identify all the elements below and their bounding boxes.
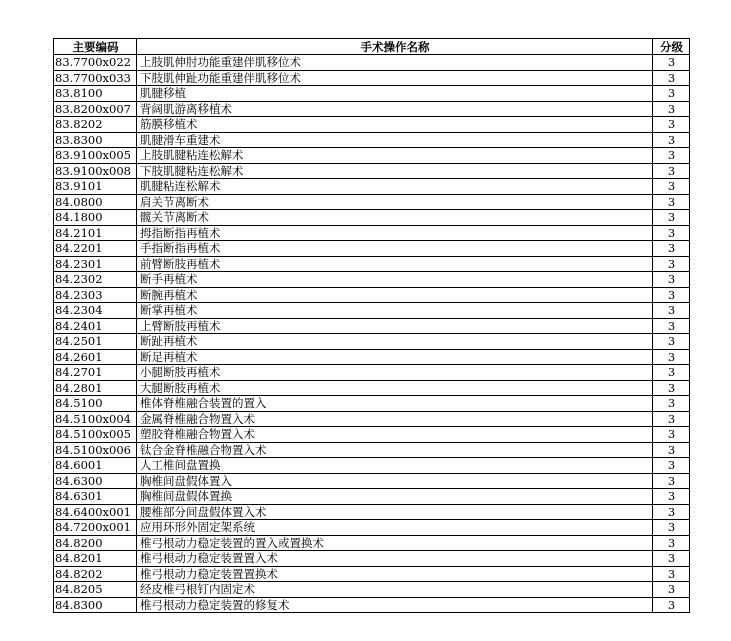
cell-code: 84.2201	[54, 241, 137, 257]
table-row	[54, 287, 690, 303]
table-row	[54, 179, 690, 195]
cell-grade: 3	[653, 148, 690, 164]
cell-code: 84.6001	[54, 458, 137, 474]
cell-code: 83.8100	[54, 86, 137, 102]
cell-procedure-name: 下肢肌伸趾功能重建伴肌移位术	[137, 70, 653, 86]
table-row	[54, 566, 690, 582]
cell-grade: 3	[653, 458, 690, 474]
cell-procedure-name: 上肢肌伸肘功能重建伴肌移位术	[137, 55, 653, 71]
table-row	[54, 225, 690, 241]
cell-procedure-name: 椎弓根动力稳定装置的置入或置换术	[137, 535, 653, 551]
cell-code: 83.7700x022	[54, 55, 137, 71]
cell-procedure-name: 椎弓根动力稳定装置的修复术	[137, 597, 653, 613]
cell-procedure-name: 上臂断肢再植术	[137, 318, 653, 334]
cell-grade: 3	[653, 520, 690, 536]
cell-grade: 3	[653, 597, 690, 613]
table-row	[54, 427, 690, 443]
cell-grade: 3	[653, 427, 690, 443]
cell-code: 84.5100	[54, 396, 137, 412]
cell-code: 84.8202	[54, 566, 137, 582]
cell-grade: 3	[653, 117, 690, 133]
cell-code: 84.2101	[54, 225, 137, 241]
table-row	[54, 489, 690, 505]
cell-grade: 3	[653, 55, 690, 71]
cell-code: 84.2304	[54, 303, 137, 319]
cell-procedure-name: 经皮椎弓根钉内固定术	[137, 582, 653, 598]
table-row	[54, 101, 690, 117]
cell-code: 84.5100x006	[54, 442, 137, 458]
table-row	[54, 303, 690, 319]
cell-procedure-name: 前臂断肢再植术	[137, 256, 653, 272]
table-row	[54, 411, 690, 427]
cell-procedure-name: 肌腱移植	[137, 86, 653, 102]
cell-procedure-name: 肌腱滑车重建术	[137, 132, 653, 148]
table-row	[54, 349, 690, 365]
cell-procedure-name: 胸椎间盘假体置入	[137, 473, 653, 489]
cell-grade: 3	[653, 411, 690, 427]
cell-code: 83.8300	[54, 132, 137, 148]
table-row	[54, 241, 690, 257]
table-row	[54, 458, 690, 474]
table-row	[54, 55, 690, 71]
cell-procedure-name: 拇指断指再植术	[137, 225, 653, 241]
cell-code: 84.8300	[54, 597, 137, 613]
cell-procedure-name: 肩关节离断术	[137, 194, 653, 210]
cell-grade: 3	[653, 349, 690, 365]
cell-code: 84.6300	[54, 473, 137, 489]
table-body	[54, 55, 690, 613]
cell-code: 84.0800	[54, 194, 137, 210]
cell-procedure-name: 胸椎间盘假体置换	[137, 489, 653, 505]
cell-code: 83.8200x007	[54, 101, 137, 117]
table-row	[54, 148, 690, 164]
table-row	[54, 473, 690, 489]
cell-code: 84.5100x005	[54, 427, 137, 443]
cell-code: 84.6400x001	[54, 504, 137, 520]
table-row	[54, 520, 690, 536]
cell-grade: 3	[653, 380, 690, 396]
cell-procedure-name: 手指断指再植术	[137, 241, 653, 257]
cell-code: 84.2701	[54, 365, 137, 381]
cell-grade: 3	[653, 303, 690, 319]
cell-procedure-name: 椎弓根动力稳定装置置入术	[137, 551, 653, 567]
table-row	[54, 582, 690, 598]
cell-code: 84.2301	[54, 256, 137, 272]
cell-grade: 3	[653, 442, 690, 458]
cell-grade: 3	[653, 86, 690, 102]
cell-code: 84.2302	[54, 272, 137, 288]
cell-grade: 3	[653, 210, 690, 226]
table-row	[54, 396, 690, 412]
cell-grade: 3	[653, 194, 690, 210]
cell-code: 84.2801	[54, 380, 137, 396]
table-row	[54, 132, 690, 148]
cell-procedure-name: 背阔肌游离移植术	[137, 101, 653, 117]
cell-procedure-name: 腰椎部分间盘假体置入术	[137, 504, 653, 520]
cell-procedure-name: 断手再植术	[137, 272, 653, 288]
cell-grade: 3	[653, 70, 690, 86]
table-row	[54, 210, 690, 226]
header-grade: 分级	[653, 39, 690, 55]
cell-procedure-name: 椎体脊椎融合装置的置入	[137, 396, 653, 412]
cell-grade: 3	[653, 132, 690, 148]
cell-code: 83.7700x033	[54, 70, 137, 86]
cell-procedure-name: 大腿断肢再植术	[137, 380, 653, 396]
cell-code: 84.2601	[54, 349, 137, 365]
table-row	[54, 163, 690, 179]
cell-code: 84.8201	[54, 551, 137, 567]
cell-code: 84.8200	[54, 535, 137, 551]
cell-code: 84.2501	[54, 334, 137, 350]
cell-procedure-name: 断掌再植术	[137, 303, 653, 319]
table-row	[54, 334, 690, 350]
table-row	[54, 272, 690, 288]
cell-grade: 3	[653, 241, 690, 257]
cell-procedure-name: 下肢肌腱粘连松解术	[137, 163, 653, 179]
cell-procedure-name: 肌腱粘连松解术	[137, 179, 653, 195]
table-row	[54, 442, 690, 458]
cell-grade: 3	[653, 334, 690, 350]
table-row	[54, 318, 690, 334]
cell-procedure-name: 小腿断肢再植术	[137, 365, 653, 381]
cell-code: 84.1800	[54, 210, 137, 226]
cell-procedure-name: 断腕再植术	[137, 287, 653, 303]
cell-grade: 3	[653, 179, 690, 195]
cell-procedure-name: 髋关节离断术	[137, 210, 653, 226]
cell-code: 84.2401	[54, 318, 137, 334]
cell-procedure-name: 筋膜移植术	[137, 117, 653, 133]
cell-code: 83.9100x005	[54, 148, 137, 164]
cell-code: 84.5100x004	[54, 411, 137, 427]
cell-grade: 3	[653, 287, 690, 303]
cell-grade: 3	[653, 163, 690, 179]
cell-grade: 3	[653, 396, 690, 412]
cell-procedure-name: 钛合金脊椎融合物置入术	[137, 442, 653, 458]
cell-code: 84.8205	[54, 582, 137, 598]
cell-procedure-name: 人工椎间盘置换	[137, 458, 653, 474]
table-row	[54, 551, 690, 567]
table-row	[54, 256, 690, 272]
cell-grade: 3	[653, 551, 690, 567]
cell-grade: 3	[653, 225, 690, 241]
cell-grade: 3	[653, 473, 690, 489]
header-code: 主要编码	[54, 39, 137, 55]
cell-procedure-name: 椎弓根动力稳定装置置换术	[137, 566, 653, 582]
cell-grade: 3	[653, 101, 690, 117]
cell-code: 84.7200x001	[54, 520, 137, 536]
cell-grade: 3	[653, 582, 690, 598]
table-row	[54, 365, 690, 381]
table-row	[54, 70, 690, 86]
cell-grade: 3	[653, 256, 690, 272]
cell-grade: 3	[653, 489, 690, 505]
cell-code: 83.8202	[54, 117, 137, 133]
cell-procedure-name: 塑胶脊椎融合物置入术	[137, 427, 653, 443]
table-row	[54, 194, 690, 210]
cell-grade: 3	[653, 566, 690, 582]
cell-procedure-name: 断足再植术	[137, 349, 653, 365]
cell-grade: 3	[653, 504, 690, 520]
cell-code: 84.6301	[54, 489, 137, 505]
table-header-row	[54, 39, 690, 55]
table-row	[54, 86, 690, 102]
table-row	[54, 504, 690, 520]
cell-procedure-name: 金属脊椎融合物置入术	[137, 411, 653, 427]
cell-grade: 3	[653, 272, 690, 288]
cell-code: 84.2303	[54, 287, 137, 303]
cell-grade: 3	[653, 535, 690, 551]
table-row	[54, 535, 690, 551]
cell-grade: 3	[653, 318, 690, 334]
cell-grade: 3	[653, 365, 690, 381]
table-row	[54, 117, 690, 133]
table-row	[54, 597, 690, 613]
procedure-table	[53, 38, 690, 613]
cell-procedure-name: 上肢肌腱粘连松解术	[137, 148, 653, 164]
table-row	[54, 380, 690, 396]
cell-procedure-name: 断趾再植术	[137, 334, 653, 350]
cell-code: 83.9101	[54, 179, 137, 195]
cell-procedure-name: 应用环形外固定架系统	[137, 520, 653, 536]
cell-code: 83.9100x008	[54, 163, 137, 179]
header-procedure-name: 手术操作名称	[137, 39, 653, 55]
